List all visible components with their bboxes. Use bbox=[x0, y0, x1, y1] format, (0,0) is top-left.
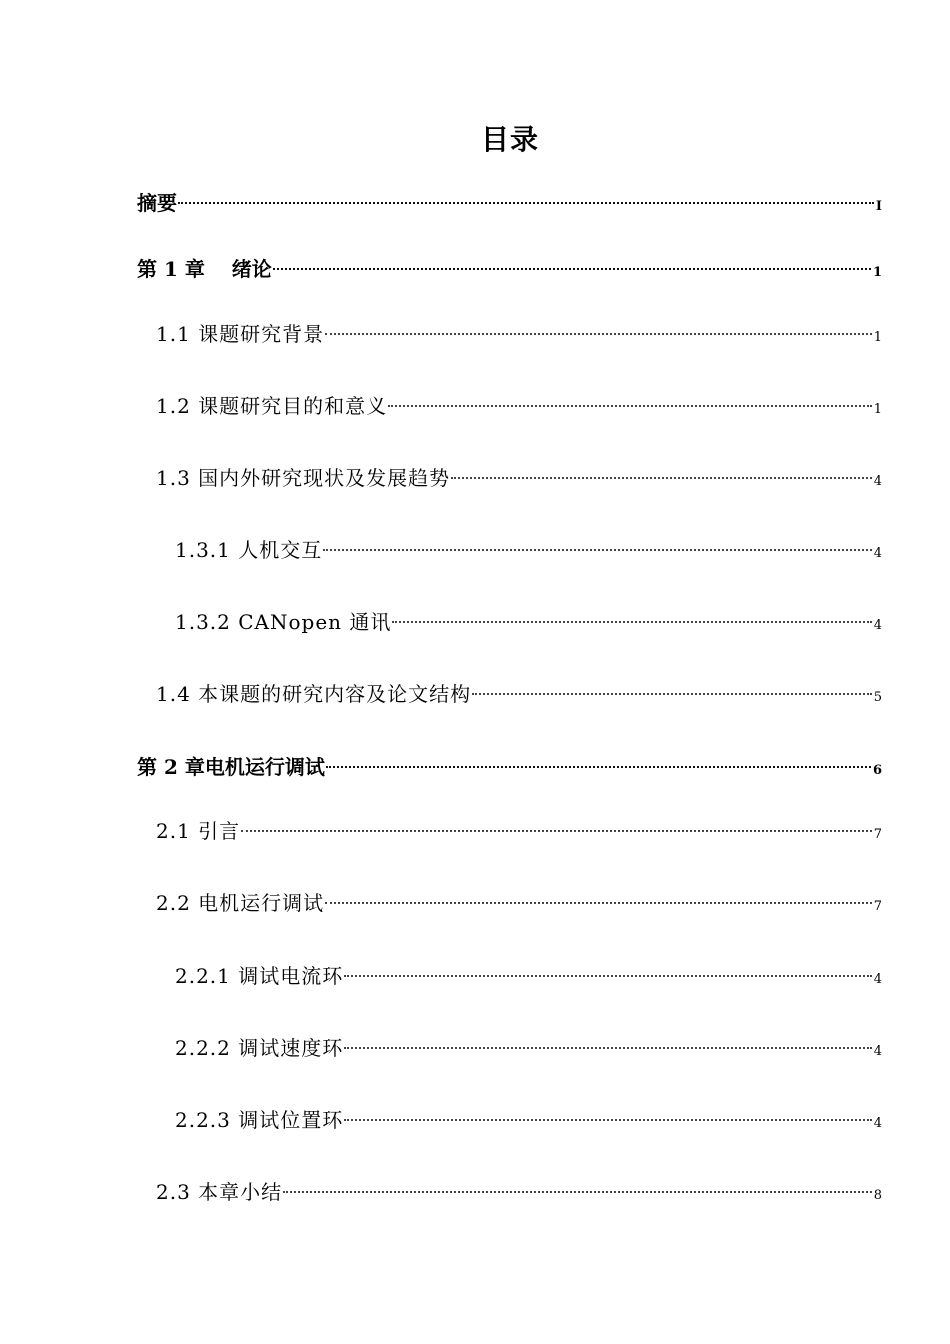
toc-page-number: 7 bbox=[873, 827, 882, 842]
toc-leader-dots bbox=[344, 1119, 871, 1121]
toc-page-number: 6 bbox=[872, 763, 882, 778]
toc-leader-dots bbox=[241, 830, 872, 832]
toc-entry-label: 1.1 课题研究背景 bbox=[156, 322, 325, 346]
toc-leader-dots bbox=[283, 1191, 872, 1193]
toc-entry-2-2-1[interactable] bbox=[175, 961, 882, 991]
toc-page-number: 8 bbox=[873, 1188, 882, 1203]
toc-entry-1-3-2[interactable] bbox=[175, 607, 882, 637]
toc-page-number: 4 bbox=[873, 972, 882, 987]
toc-entry-2-2[interactable] bbox=[156, 888, 882, 918]
toc-entry-label: 第 1 章 绪论 bbox=[137, 257, 272, 281]
toc-leader-dots bbox=[344, 975, 871, 977]
toc-leader-dots bbox=[178, 202, 874, 204]
toc-leader-dots bbox=[451, 477, 872, 479]
toc-entry-label: 1.3.1 人机交互 bbox=[175, 538, 323, 562]
toc-page-number: 1 bbox=[872, 265, 882, 280]
toc-leader-dots bbox=[273, 268, 871, 270]
toc-entry-1-3-1[interactable] bbox=[175, 535, 882, 565]
toc-page-number: 4 bbox=[873, 618, 882, 633]
toc-entry-label: 2.2.1 调试电流环 bbox=[175, 964, 344, 988]
toc-entry-2-2-2[interactable] bbox=[175, 1033, 882, 1063]
toc-leader-dots bbox=[326, 766, 871, 768]
toc-page-number: I bbox=[875, 199, 882, 214]
toc-page-number: 4 bbox=[873, 1044, 882, 1059]
toc-entry-label: 1.3.2 CANopen 通讯 bbox=[175, 610, 392, 634]
toc-entry-label: 2.1 引言 bbox=[156, 819, 241, 843]
toc-leader-dots bbox=[392, 621, 871, 623]
toc-entry-2-3[interactable] bbox=[156, 1177, 882, 1207]
toc-leader-dots bbox=[323, 549, 871, 551]
toc-entry-label: 摘要 bbox=[137, 191, 177, 215]
toc-page-number: 1 bbox=[873, 330, 882, 345]
toc-page-number: 7 bbox=[873, 899, 882, 914]
toc-entry-label: 2.3 本章小结 bbox=[156, 1180, 283, 1204]
toc-page-number: 4 bbox=[873, 546, 882, 561]
toc-entry-chapter-2[interactable] bbox=[137, 752, 882, 782]
toc-entry-label: 1.3 国内外研究现状及发展趋势 bbox=[156, 466, 451, 490]
toc-entry-label: 1.2 课题研究目的和意义 bbox=[156, 394, 388, 418]
toc-entry-2-1[interactable] bbox=[156, 816, 882, 846]
toc-entry-abstract[interactable] bbox=[137, 188, 882, 218]
toc-entry-label: 1.4 本课题的研究内容及论文结构 bbox=[156, 682, 472, 706]
toc-entry-chapter-1[interactable] bbox=[137, 254, 882, 284]
toc-leader-dots bbox=[472, 693, 872, 695]
toc-entry-1-2[interactable] bbox=[156, 391, 882, 421]
toc-leader-dots bbox=[325, 902, 872, 904]
toc-leader-dots bbox=[325, 333, 872, 335]
toc-entry-label: 2.2.3 调试位置环 bbox=[175, 1108, 344, 1132]
toc-entry-label: 第 2 章电机运行调试 bbox=[137, 755, 325, 779]
toc-entry-2-2-3[interactable] bbox=[175, 1105, 882, 1135]
toc-entry-label: 2.2.2 调试速度环 bbox=[175, 1036, 344, 1060]
toc-page-number: 5 bbox=[873, 690, 882, 705]
toc-page-number: 4 bbox=[873, 474, 882, 489]
toc-page-number: 1 bbox=[873, 402, 882, 417]
toc-entry-1-3[interactable] bbox=[156, 463, 882, 493]
toc-entry-label: 2.2 电机运行调试 bbox=[156, 891, 325, 915]
toc-leader-dots bbox=[344, 1047, 871, 1049]
toc-entry-1-1[interactable] bbox=[156, 319, 882, 349]
toc-title: 目录 bbox=[480, 123, 539, 156]
toc-entry-1-4[interactable] bbox=[156, 679, 882, 709]
toc-page-number: 4 bbox=[873, 1116, 882, 1131]
toc-leader-dots bbox=[388, 405, 872, 407]
